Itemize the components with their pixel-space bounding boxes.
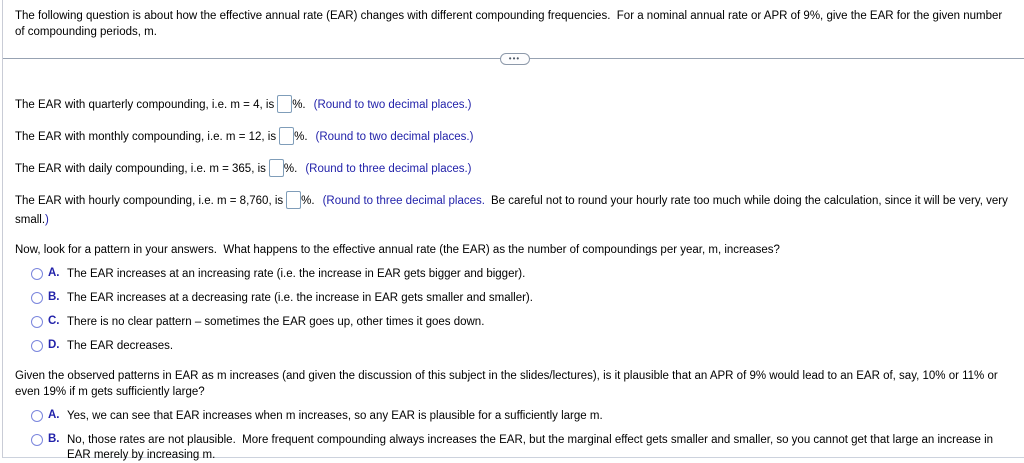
fill-in-row-daily (15, 159, 1014, 179)
pattern-option-b[interactable] (15, 291, 1014, 306)
section-divider (15, 53, 1014, 65)
intro-text: The following question is about how the effective annual rate (EAR) changes with different compounding frequencies. For a nominal annual rate or APR of 9%, give the EAR for the given number of compounding periods, m. (15, 10, 1006, 38)
answer-input-monthly[interactable] (279, 127, 294, 145)
question-intro (15, 8, 1014, 40)
plausibility-question-label: Given the observed patterns in EAR as m increases (and given the discussion of this subject in the slides/lectures), is it plausible that an APR of 9% would lead to an EAR of, say, 10% or 11% or even 19% if m gets sufficiently large? (15, 370, 1001, 398)
pattern-option-c[interactable] (15, 315, 1014, 330)
answer-input-quarterly[interactable] (277, 95, 292, 113)
option-text: The EAR decreases. (67, 340, 174, 352)
rounding-hint: (Round to two decimal places.) (313, 99, 472, 111)
pattern-option-a[interactable] (15, 267, 1014, 282)
rounding-hint-open: (Round to three decimal places. (322, 195, 485, 207)
radio-button-icon[interactable] (31, 316, 43, 328)
fill-in-row-quarterly (15, 95, 1014, 115)
radio-button-icon[interactable] (31, 340, 43, 352)
question-panel (2, 0, 1024, 461)
option-letter: B. (48, 291, 60, 303)
fill-in-text: The EAR with daily compounding, i.e. m = 365, is (15, 163, 266, 175)
percent-suffix: %. (294, 131, 308, 143)
radio-button-icon[interactable] (31, 410, 43, 422)
answer-input-hourly[interactable] (286, 191, 301, 209)
fill-in-section (15, 95, 1014, 230)
pattern-option-d[interactable] (15, 339, 1014, 354)
option-letter: A. (48, 409, 60, 421)
plausibility-question-text (15, 368, 1014, 400)
plausibility-options (15, 409, 1014, 463)
option-letter: D. (48, 339, 60, 351)
percent-suffix: %. (301, 195, 315, 207)
fill-in-text: The EAR with quarterly compounding, i.e. m = 4, is (15, 99, 275, 111)
ellipsis-icon: ••• (508, 54, 521, 63)
option-letter: B. (48, 433, 60, 445)
rounding-hint: (Round to two decimal places.) (315, 131, 474, 143)
radio-button-icon[interactable] (31, 268, 43, 280)
pattern-question-text (15, 242, 1014, 258)
plausibility-option-b[interactable] (15, 433, 1014, 463)
plausibility-option-a[interactable] (15, 409, 1014, 424)
option-letter: C. (48, 315, 60, 327)
rounding-note: Be careful not to round your hourly rate too much while doing the calculation, since it will be very, very small. (15, 195, 1012, 226)
option-text: The EAR increases at a decreasing rate (i.e. the increase in EAR gets smaller and smaller). (67, 292, 533, 304)
fill-in-row-monthly (15, 127, 1014, 147)
percent-suffix: %. (283, 163, 298, 175)
fill-in-row-hourly (15, 191, 1014, 230)
radio-button-icon[interactable] (31, 292, 43, 304)
rounding-hint-close: ) (45, 214, 49, 226)
fill-in-text: The EAR with monthly compounding, i.e. m = 12, is (15, 131, 277, 143)
radio-button-icon[interactable] (31, 434, 43, 446)
pattern-question-label: Now, look for a pattern in your answers. What happens to the effective annual rate (the EAR) as the number of compoundings per year, m, increases? (15, 244, 780, 256)
option-text: No, those rates are not plausible. More frequent compounding always increases the EAR, but the marginal effect gets smaller and smaller, so you cannot get that large an increase in EAR merely by increasing m. (67, 434, 997, 461)
rounding-hint: (Round to three decimal places.) (305, 163, 472, 175)
option-letter: A. (48, 267, 60, 279)
option-text: The EAR increases at an increasing rate (i.e. the increase in EAR gets bigger and bigger). (67, 268, 526, 280)
option-text: Yes, we can see that EAR increases when m increases, so any EAR is plausible for a sufficiently large m. (67, 410, 603, 422)
option-text: There is no clear pattern – sometimes the EAR goes up, other times it goes down. (67, 316, 485, 328)
pattern-options (15, 267, 1014, 354)
fill-in-text: The EAR with hourly compounding, i.e. m = 8,760, is (15, 195, 284, 207)
percent-suffix: %. (292, 99, 306, 111)
answer-input-daily[interactable] (269, 159, 284, 177)
ellipsis-button[interactable] (500, 53, 530, 65)
